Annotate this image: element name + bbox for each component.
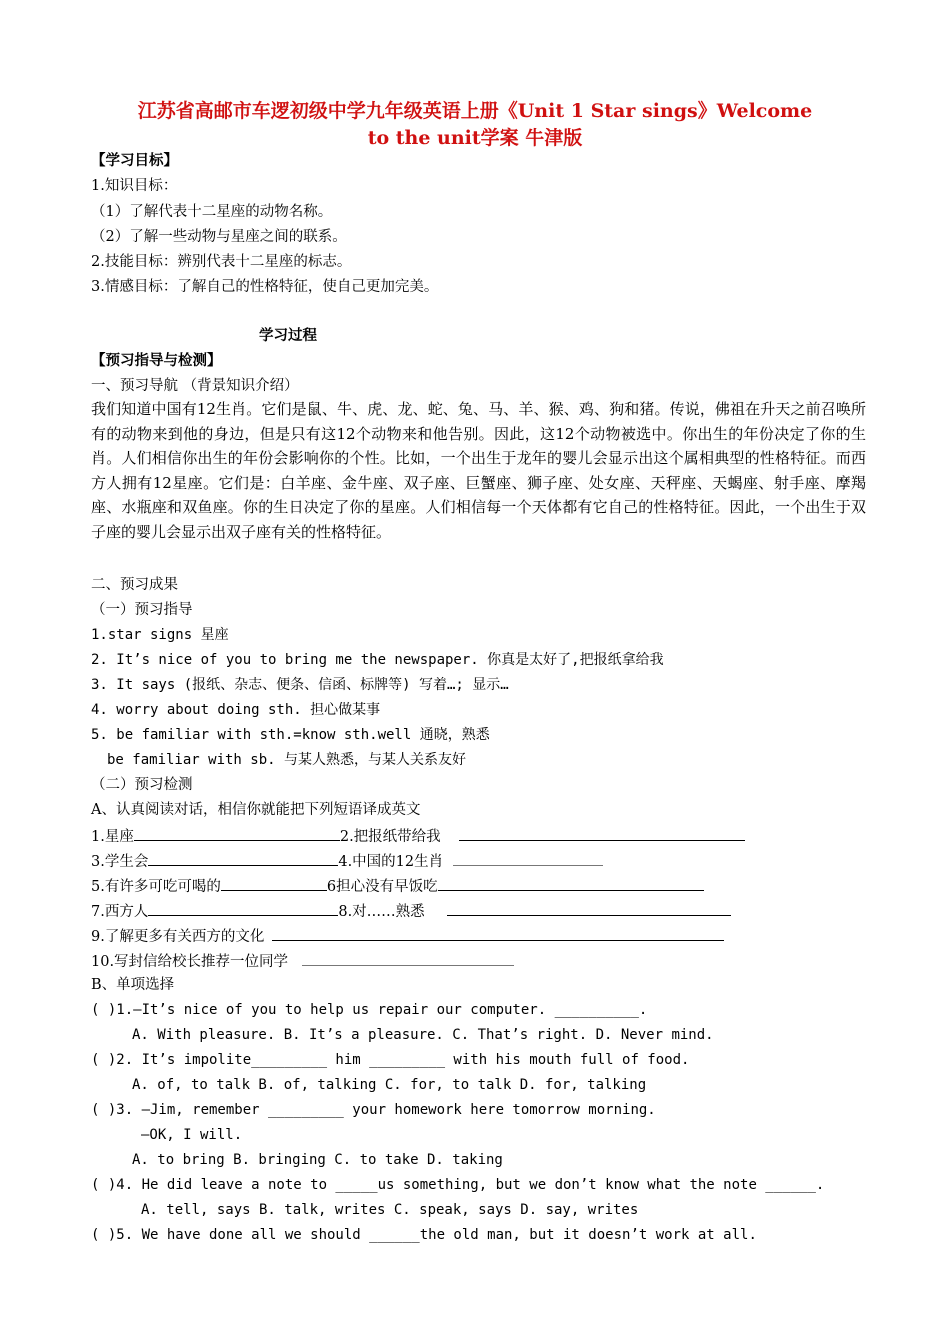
translate-item-6: 6担心没有早饭吃 (326, 879, 438, 895)
answer-blank-6[interactable] (438, 875, 704, 891)
translate-item-2: 2.把报纸带给我 (339, 829, 441, 845)
objective-emotion: 3.情感目标：了解自己的性格特征，使自己更加完美。 (91, 279, 439, 295)
objective-k1 (91, 202, 332, 222)
question-4: ( )4. He did leave a note to _____us something, but we don’t know what the note ______. (91, 1177, 825, 1193)
objectives-heading: 【学习目标】 (91, 152, 178, 169)
question-5: ( )5. We have done all we should ______the old man, but it doesn’t work at all. (91, 1227, 757, 1243)
answer-blank-9[interactable] (272, 925, 724, 941)
question-3-reply: —OK, I will. (141, 1127, 243, 1143)
guide-item-2: 2. It’s nice of you to bring me the newspaper. 你真是太好了,把报纸拿给我 (91, 652, 664, 668)
question-4-options: A. tell, says B. talk, writes C. speak, says D. say, writes (141, 1202, 639, 1218)
guide-item-5b: be familiar with sb. 与某人熟悉，与某人关系友好 (107, 752, 467, 768)
guide-item-5: 5. be familiar with sth.=know sth.well 通晓，熟悉 (91, 727, 490, 743)
preview-guide: （一）预习指导 (91, 602, 193, 618)
preview-heading: 【预习指导与检测】 (91, 352, 222, 369)
question-3-options: A. to bring B. bringing C. to take D. taking (132, 1152, 503, 1168)
title-line-1: 江苏省高邮市车逻初级中学九年级英语上册《Unit 1 Star sings》Welcome (137, 100, 813, 122)
process-heading: 学习过程 (259, 327, 317, 344)
translate-item-10: 10.写封信给校长推荐一位同学 (91, 954, 289, 970)
objective-k1-text: （1）了解代表十二星座的动物名称。 (91, 204, 333, 220)
translate-item-4: 4.中国的12生肖 (338, 854, 444, 870)
objective-knowledge: 1.知识目标： (91, 178, 178, 194)
translate-item-1: 1.星座 (91, 829, 134, 845)
translate-item-7: 7.西方人 (91, 904, 149, 920)
section-b-heading: B、单项选择 (91, 977, 175, 993)
translate-row-3 (91, 875, 704, 897)
translate-item-9: 9.了解更多有关西方的文化 (91, 929, 265, 945)
translate-item-3: 3.学生会 (91, 854, 149, 870)
question-2: ( )2. It’s impolite_________ him _________ with his mouth full of food. (91, 1052, 690, 1068)
answer-blank-4[interactable] (453, 850, 603, 866)
translate-item-8: 8.对……熟悉 (338, 904, 425, 920)
answer-blank-3[interactable] (148, 850, 338, 866)
objective-skill: 2.技能目标：辨别代表十二星座的标志。 (91, 254, 352, 270)
guide-item-3: 3. It says (报纸、杂志、便条、信函、标牌等) 写着…; 显示… (91, 677, 509, 693)
guide-item-1: 1.star signs 星座 (91, 627, 229, 643)
document-title (60, 98, 890, 152)
preview-test: （二）预习检测 (91, 777, 193, 793)
objective-k2: （2）了解一些动物与星座之间的联系。 (91, 229, 347, 245)
translate-row-5 (91, 925, 724, 947)
answer-blank-8[interactable] (447, 900, 731, 916)
question-2-options: A. of, to talk B. of, talking C. for, to talk D. for, talking (132, 1077, 647, 1093)
translate-item-5: 5.有许多可吃可喝的 (91, 879, 221, 895)
preview-results: 二、预习成果 (91, 577, 178, 593)
translate-row-1 (91, 825, 745, 847)
translate-row-4 (91, 900, 731, 922)
translate-row-6 (91, 950, 514, 972)
preview-nav: 一、预习导航 （背景知识介绍） (91, 378, 299, 394)
answer-blank-7[interactable] (148, 900, 338, 916)
answer-blank-2[interactable] (459, 825, 745, 841)
background-paragraph: 我们知道中国有12生肖。它们是鼠、牛、虎、龙、蛇、兔、马、羊、猴、鸡、狗和猪。传说，佛祖在升天之前召唤所有的动物来到他的身边，但是只有这12个动物来和他告别。因此，这12个动物被选中。你出生的年份决定了你的生肖。人们相信你出生的年份会影响你的个性。比如，一个出生于龙年的婴儿会显示出这个属相典型的性格特征。而西方人拥有12星座。它们是：白羊座、金牛座、双子座、巨蟹座、狮子座、处女座、天秤座、天蝎座、射手座、摩羯座、水瓶座和双鱼座。你的生日决定了你的星座。人们相信每一个天体都有它自己的性格特征。因此，一个出生于双子座的婴儿会显示出双子座有关的性格特征。 (91, 400, 866, 541)
guide-item-4: 4. worry about doing sth. 担心做某事 (91, 702, 381, 718)
answer-blank-10[interactable] (302, 950, 514, 966)
answer-blank-1[interactable] (134, 825, 340, 841)
question-3: ( )3. —Jim, remember _________ your homework here tomorrow morning. (91, 1102, 656, 1118)
question-1: ( )1.—It’s nice of you to help us repair our computer. __________. (91, 1002, 648, 1018)
title-line-2: to the unit学案 牛津版 (367, 127, 583, 149)
question-1-options: A. With pleasure. B. It’s a pleasure. C. That’s right. D. Never mind. (132, 1027, 714, 1043)
translate-row-2 (91, 850, 603, 872)
answer-blank-5[interactable] (221, 875, 327, 891)
section-a-heading: A、认真阅读对话，相信你就能把下列短语译成英文 (91, 802, 421, 818)
